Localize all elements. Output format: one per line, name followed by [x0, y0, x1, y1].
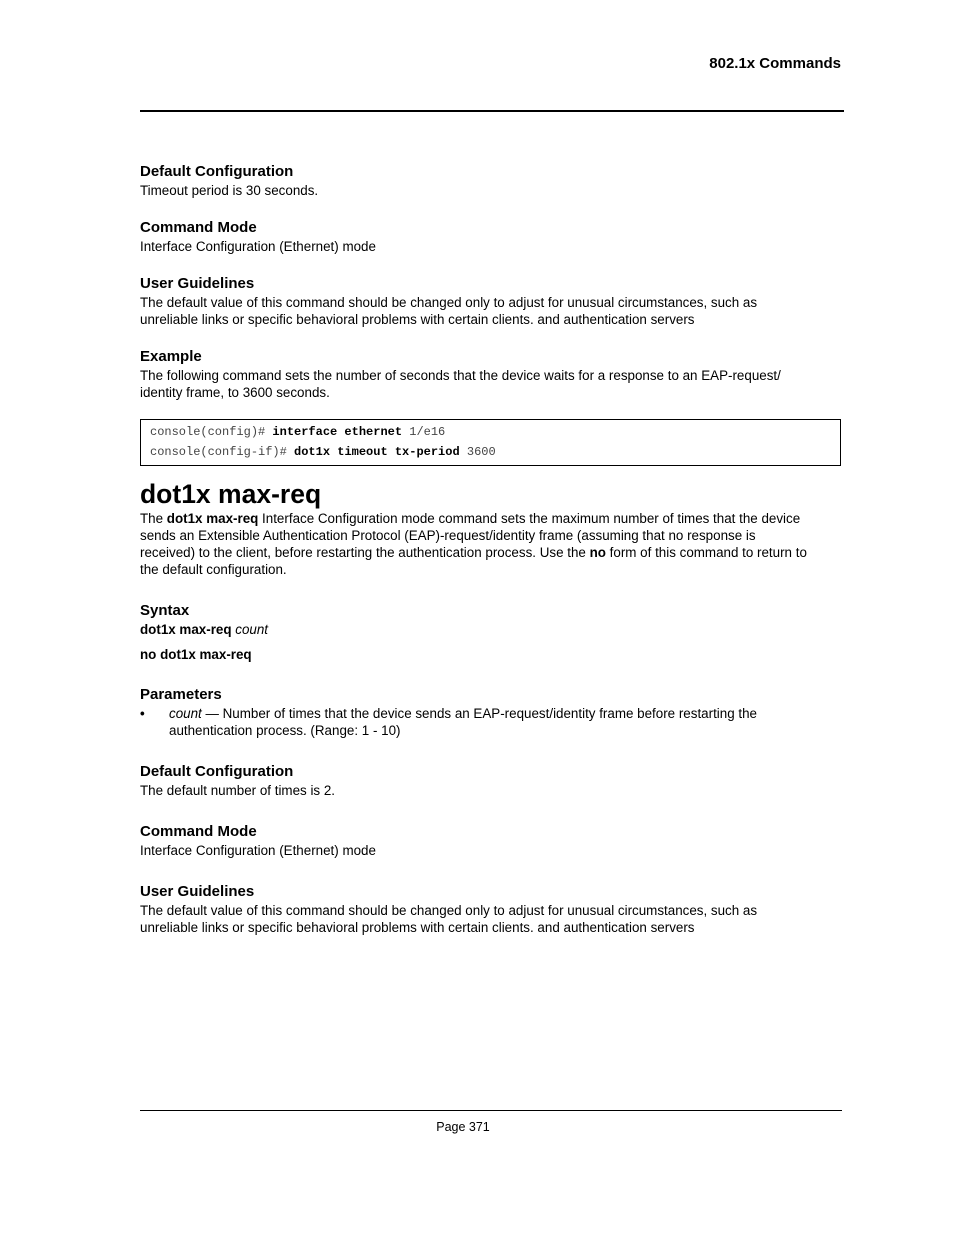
running-header: 802.1x Commands	[709, 55, 841, 72]
section-heading: Default Configuration	[140, 763, 294, 780]
intro-text: form of this command to return to	[605, 545, 807, 560]
section-heading: User Guidelines	[140, 275, 255, 292]
parameter-line	[169, 705, 841, 722]
parameter-name: count	[169, 706, 202, 721]
command-title: dot1x max-req	[140, 479, 322, 509]
command-intro	[140, 510, 841, 578]
paragraph-line	[140, 544, 841, 561]
code-line	[150, 442, 831, 462]
code-command: dot1x timeout tx-period	[294, 445, 460, 459]
intro-text: received) to the client, before restarting the authentication process. Use the	[140, 545, 590, 560]
paragraph: Interface Configuration (Ethernet) mode	[140, 843, 376, 858]
footer-divider	[140, 1110, 842, 1111]
header-divider	[140, 110, 844, 112]
intro-command: dot1x max-req	[166, 511, 259, 526]
intro-no-keyword: no	[589, 545, 606, 560]
code-argument: 3600	[466, 445, 496, 459]
bullet-marker: •	[140, 706, 145, 721]
prev-command-mode	[140, 218, 841, 255]
command-mode-section	[140, 822, 841, 859]
paragraph-line: the default configuration.	[140, 562, 287, 577]
section-heading: Parameters	[140, 686, 222, 703]
default-configuration-section	[140, 762, 841, 799]
syntax-line	[140, 621, 841, 638]
prev-default-configuration	[140, 162, 841, 199]
page-number: Page 371	[436, 1120, 490, 1134]
code-block	[140, 419, 841, 466]
syntax-section	[140, 601, 841, 663]
section-heading: Example	[140, 348, 202, 365]
syntax-command: dot1x max-req	[140, 622, 232, 637]
section-heading: Command Mode	[140, 219, 257, 236]
user-guidelines-section	[140, 882, 841, 936]
code-command: interface ethernet	[272, 425, 403, 439]
code-argument: 1/e16	[409, 425, 446, 439]
paragraph: Interface Configuration (Ethernet) mode	[140, 239, 376, 254]
code-prompt: console(config)#	[150, 425, 266, 439]
paragraph: The default number of times is 2.	[140, 783, 336, 798]
page-content	[140, 162, 841, 955]
syntax-argument: count	[235, 622, 269, 637]
paragraph-line: identity frame, to 3600 seconds.	[140, 385, 330, 400]
paragraph-line: unreliable links or specific behavioral problems with certain clients. and authentication servers	[140, 920, 695, 935]
section-heading: User Guidelines	[140, 883, 255, 900]
section-heading: Syntax	[140, 602, 190, 619]
paragraph-line	[140, 510, 841, 527]
section-heading: Command Mode	[140, 823, 257, 840]
parameters-section	[140, 685, 841, 739]
intro-text: The	[140, 511, 167, 526]
syntax-command: no dot1x max-req	[140, 647, 252, 662]
intro-text: Interface Configuration mode command sets the maximum number of times that the device	[258, 511, 801, 526]
paragraph-line: The default value of this command should be changed only to adjust for unusual circumstances, such as	[140, 903, 758, 918]
code-prompt: console(config-if)#	[150, 445, 287, 459]
prev-user-guidelines	[140, 274, 841, 328]
paragraph-line: sends an Extensible Authentication Protocol (EAP)-request/identity frame (assuming that no response is	[140, 528, 756, 543]
syntax-line	[140, 646, 841, 663]
parameter-description: — Number of times that the device sends an EAP-request/identity frame before restarting the	[201, 706, 758, 721]
paragraph-line: The following command sets the number of seconds that the device waits for a response to an EAP-request/	[140, 368, 781, 383]
parameter-item	[140, 705, 841, 739]
paragraph-line: unreliable links or specific behavioral problems with certain clients. and authentication servers	[140, 312, 695, 327]
paragraph-line: The default value of this command should be changed only to adjust for unusual circumstances, such as	[140, 295, 758, 310]
paragraph: Timeout period is 30 seconds.	[140, 183, 319, 198]
parameter-line: authentication process. (Range: 1 - 10)	[169, 723, 401, 738]
prev-example	[140, 347, 841, 466]
code-line	[150, 422, 831, 442]
section-heading: Default Configuration	[140, 163, 294, 180]
